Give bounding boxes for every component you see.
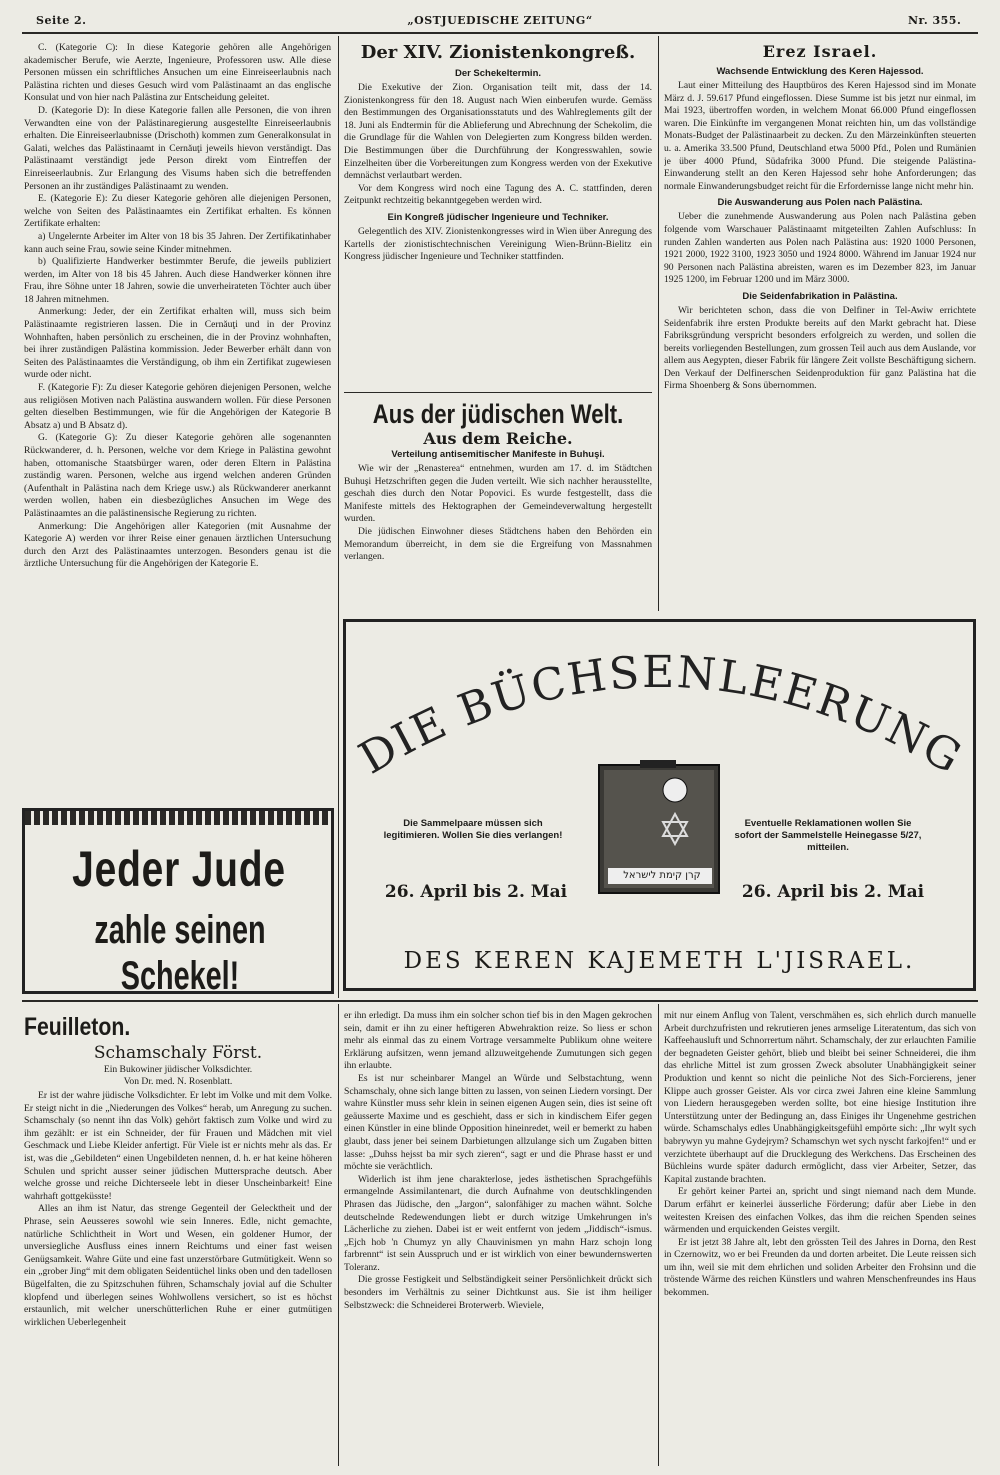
paragraph: Die Exekutive der Zion. Organisation teilt mit, dass der 14. Zionistenkongress für den 18. August nach Wien einberufen wurde. Gemäss den Bestimmungen des Organisationsstatuts und des Wahlreglements gilt der 18. Juni als Endtermin für die Ablieferung und Abrechnung der Schekolim, die die Grundlage für die Wahlen von Delegierten zum Kongress bilden werden. Die Bestimmungen über die Durchführung der Kongresswahlen, sowie Einzelheiten über die Vorbereitungen zum Kongress werden von der Exekutive demnächst verlautbart werden. — [344, 82, 652, 182]
paragraph: Er gehört keiner Partei an, spricht und singt niemand nach dem Munde. Darum erfährt er keinerlei äusserliche Förderung; dafür aber Liebe in den weitesten Kreisen des einfachen Volkes, das ihm die reichen Spenden seines wärmenden und erquickenden Geistes vergilt. — [664, 1186, 976, 1236]
section-rule — [22, 1000, 978, 1002]
kongress-subheading-2: Ein Kongreß jüdischer Ingenieure und Techniker. — [387, 211, 609, 223]
kongress-subheading: Der Schekeltermin. — [454, 68, 542, 79]
category-article — [24, 42, 331, 804]
paragraph: Gelegentlich des XIV. Zionistenkongresses wird in Wien über Anregung des Kartells der zionistischtechnischen Vereinigung Wien-Brünn-Bielitz ein Kongress jüdischer Ingenieure und Techniker stattfinden. — [344, 225, 652, 263]
kkl-footer: DES KEREN KAJEMETH L'JISRAEL. — [403, 948, 916, 974]
erez-subheading: Wachsende Entwicklung des Keren Hajessod. — [716, 66, 924, 77]
header-rule — [22, 32, 978, 34]
paragraph: Anmerkung: Jeder, der ein Zertifikat erhalten will, muss sich beim Palästinaamte registrieren lassen. Die in Cernăuţi und in der Provinz Wohnhaften, haben persönlich zu erscheinen, die in der Provinz wohnhaften, bei ihrer zuständigen Palästina kommission. Jeder Bewerber erhält dann von Seiten des Palästinaamtes die Verständigung, ob ihm ein Zertifikat zugewiesen wurde oder nicht. — [24, 306, 331, 381]
paragraph: E. (Kategorie E): Zu dieser Kategorie gehören alle diejenigen Personen, welche von Seiten des Palästinaamtes ein Zertifikat erhalten. Es können Zertifikate erhalten: — [24, 193, 331, 230]
column-rule — [658, 1004, 659, 1466]
welt-subtitle: Aus dem Reiche. — [423, 429, 573, 448]
paragraph: Ueber die zunehmende Auswanderung aus Polen nach Palästina geben folgende vom Warschauer Palästinaamt mitgeteilten Zahlen Aufschluss: In runden Zahlen wanderten aus Polen nach Palästina aus: 1920 1000 Personen, 1921 2000, 1922 3100, 1923 3050 und 1924 8000. Während im Januar 1924 nur 90 Personen nach Palästina abreisten, waren es im Dezember 823, im Januar 1925 1200, im Februar 1200 und im März 3000. — [664, 211, 976, 286]
paragraph: a) Ungelernte Arbeiter im Alter von 18 bis 35 Jahren. Der Zertifikatinhaber kann auch seine Frau, sowie seine Kinder mitnehmen. — [24, 230, 331, 255]
paragraph: Widerlich ist ihm jene charakterlose, jedes ästhetischen Sprachgefühls ermangelnde Assimilantenart, die durch Aufnahme von deutschklingenden Phrasen das Jüdische, den „Jargon“, salonfähiger zu machen wähnt. Solche deutschelnde Redewendungen liebt er durch witzige Umkehrungen in's Lächerliche zu ziehen. Dabei ist er weit entfernt von jedem „Jiddisch“-ismus. „Ejch hob 'n Chumyz yn ally Chauvinismen yn mahn Harz schojn long farbrennt“ ist sein Ausspruch und er ist wirklich von einer bewundernswerten Toleranz. — [344, 1173, 652, 1273]
kkl-advertisement — [343, 619, 976, 991]
paragraph: D. (Kategorie D): In diese Kategorie fallen alle Personen, die von ihren Verwandten eine von der Palästinaregierung ausgestellte Einreiseerlaubnis erhalten. Die Einreiseerlaubnisse (Drischoth) kommen zum Generalkonsulat in Galati, welches das Palästinaamt in Cernăuţi jeweils hievon verständigt. Das Palästinaamt verständigt jede Person direkt vom Eintreffen der Einreiseerlaubnis. Zur Erlangung des Visums haben sich die betreffenden Personen an ihr zuständiges Palästinaamt zu wenden. — [24, 104, 331, 192]
feuilleton-subtitle: Schamschaly Först. — [93, 1043, 263, 1063]
welt-subheading: Verteilung antisemitischer Manifeste in Buhuşi. — [391, 449, 605, 460]
column-rule — [338, 1004, 339, 1466]
paragraph: F. (Kategorie F): Zu dieser Kategorie gehören diejenigen Personen, welche aus religiösen Motiven nach Palästina auswandern wollen. Für diese Personen gelten dieselben Bestimmungen, wie für die Angehörigen der Kategorie B Absatz a) und B Absatz d). — [24, 382, 331, 431]
schekel-headline: Jeder Jude — [72, 841, 286, 897]
erez-subheading-3: Die Seidenfabrikation in Palästina. — [742, 290, 898, 302]
column-rule — [338, 36, 339, 998]
kongress-article — [344, 42, 652, 387]
feuilleton-author: Von Dr. med. N. Rosenblatt. — [123, 1076, 233, 1087]
paragraph: mit nur einem Anflug von Talent, verschmähen es, sich ehrlich durch manuelle Arbeit durchzufristen und rekrutieren jenes armselige Literatentum, das sich von Kaffeehausluft und Schnorrertum nährt. Schamschaly, der zur erlauchten Familie der begnadeten Geister gehört, blieb und bleibt bei seiner Schneiderei, die ihm das ehrliche Mittel ist zum grossen Zweck absoluter Unabhängigkeit seiner Produktion und kennt so nicht die peinliche Not des Sich-Forcierens, jener Klippe auch grosser Geister. Als vor circa zwei Jahren eine kleine Sammlung von Liedern herausgegeben werden sollte, bot eine hiesige Institution ihre Unterstützung unter der Bedingung an, dass Einiges ihr Ungenehme gestrichen würde. Schamschalys edles Unabhängigkeitsgefühl empörte sich: „Ihr wylt sych babrywyn yu mahne Gydejrym? Schamschyn wet sych nyscht farkojfen!“ und er verzichtete überhaupt auf die Drucklegung des Werkchens. Das Erscheinen des Büchleins wurde später dadurch ermöglicht, dass vier Arbeiter, Setzer, das Kapital zustande brachten. — [664, 1010, 976, 1185]
paragraph: Er ist jetzt 38 Jahre alt, lebt den grössten Teil des Jahres in Dorna, den Rest in Czernowitz, wo er bei Freunden da und dorten arbeitet. Die Leute reissen sich um ihn, weil sie mit dem ehrlichen und soliden Arbeiter den Frohsinn und die tröstende Wärme des reichen Künstlers und wahren Menschenfreundes ins Haus bekommen. — [664, 1236, 976, 1299]
page-number: Seite 2. — [36, 14, 87, 27]
welt-article — [344, 398, 652, 608]
column-rule — [658, 36, 659, 611]
paragraph: Vor dem Kongress wird noch eine Tagung des A. C. stattfinden, deren Zeitpunkt rechtzeitig bekanntgegeben werden wird. — [344, 182, 652, 207]
newspaper-title: „OSTJUEDISCHE ZEITUNG“ — [407, 14, 593, 27]
feuilleton-col-2 — [344, 1010, 652, 1466]
date-right: 26. April bis 2. Mai — [741, 882, 925, 902]
erez-article — [664, 42, 976, 608]
feuilleton-byline: Ein Bukowiner jüdischer Volksdichter. — [103, 1064, 253, 1075]
article-rule — [344, 392, 652, 393]
paragraph: b) Qualifizierte Handwerker bestimmter Berufe, die jeweils publiziert werden, im Alter von 18 bis 45 Jahren. Auch diese Handwerker können ihre Frau, ihre Söhne unter 18 Jahren, sowie die unverheirateten Töchter auch über 18 Jahren mitnehmen. — [24, 256, 331, 305]
paragraph: er ihn erledigt. Da muss ihm ein solcher schon tief bis in den Magen gekrochen sein, damit er ihn zu einer heftigeren Abwehraktion reize. So liess er schon mehr als einmal das zu einem Vortrage versammelte Publikum ohne weitere Erklärung aufsitzen, wenn jemand allzuweitgehende Zumutungen sich gegen ihn erlaubte. — [344, 1010, 652, 1072]
kkl-ad-title: DIE BÜCHSENLEERUNG — [350, 646, 972, 785]
paragraph: Er ist der wahre jüdische Volksdichter. Er lebt im Volke und mit dem Volke. Er steigt nicht in die „Niederungen des Volkes“ herab, um Anregung zu suchen. Schamschaly (so nennt ihn das Volk) gehört faktisch zum Volke und wird zu ihm gezählt: er ist ein Schneider, der für Frauen und Mädchen mit viel Geschmack und Liebe Kleider anfertigt. Für Viele ist er nichts mehr als das. Er ist, was die „Gebildeten“ einen Ungebildeten nennen, d. h. er hat keine höheren Schulen und spricht ausser seiner jüdischen Muttersprache deutsch. Aber welche grosse und reiche Dichterseele lebt in dieser Unscheinbarkeit! Eine wahrhaft gottgeküsste! — [24, 1090, 332, 1202]
feuilleton-col-1 — [24, 1012, 332, 1466]
erez-subheading-2: Die Auswanderung aus Polen nach Palästina. — [717, 197, 923, 209]
left-note: Die Sammelpaare müssen sich legitimieren. Wollen Sie dies verlangen! — [383, 818, 563, 841]
paragraph: Die grosse Festigkeit und Selbständigkeit seiner Persönlichkeit drückt sich besonders im Verhältnis zu seiner Dichtkunst aus. Sie ist ihm heiliger Selbstzweck: die Schneiderei Broterwerb. Wieviele, — [344, 1274, 652, 1311]
paragraph: Laut einer Mitteilung des Hauptbüros des Keren Hajessod sind im Monate März d. J. 59.617 Pfund eingeflossen. Diese Summe ist bis jetzt nur einmal, im Mai 1923, übertroffen worden, in welchem Monat 66.000 Pfund eingeflossen waren. Die Einkünfte im vergangenen Monat reichten hin, um das vollständige Monats-Budget der Palästinaarbeit zu decken. Zu den Märzeinkünften steuerten u. a. Amerika 33.500 Pfund, Deutschland etwa 5000 Pfd., Polen und Rumänien je über 4000 Pfund, Südafrika 3000 Pfund. Die steigende Palästina-Einwanderung stellt an den Keren Hajessod sehr hohe Anforderungen; das normale Einwanderungsbudget reicht für die Erfordernisse lange nicht mehr hin. — [664, 80, 976, 192]
paragraph: C. (Kategorie C): In diese Kategorie gehören alle Angehörigen akademischer Berufe, wie Aerzte, Ingenieure, Professoren usw. Alle diese Personen müssen ein schriftliches Ansuchen um eine Einreiseerlaubnis nach Palästina richten und dieses Gesuch wird vom Palästinaamt an das englische Konsulat und von hier nach Palästina zur Entscheidung geleitet. — [24, 42, 331, 104]
paragraph: G. (Kategorie G): Zu dieser Kategorie gehören alle sogenannten Rückwanderer, d. h. Personen, welche vor dem Kriege in Palästina gewohnt haben, ottomanische Staatsbürger waren, oder deren Eltern in Palästina zuständig waren. Personen, welche aus irgend welchen anderen Gründen (Aufenthalt in Palästina nach dem Kriege usw.) als Rückwanderer anerkannt werden wollen, haben ein diesbezügliches Ansuchen im Wege des Palästinaamtes an die palästinensische Regierung zu richten. — [24, 432, 331, 519]
erez-title: Erez Israel. — [762, 42, 878, 61]
paragraph: Wie wir der „Renasterea“ entnehmen, wurden am 17. d. im Städtchen Buhuşi Hetzschriften gegen die Juden verteilt. Wie sich nachher herausstellte, geschah dies durch den Notar Popovici. Es wurde festgestellt, dass die Manifeste mittels des Hektographen der Gemeindeverwaltung hergestellt wurden. — [344, 463, 652, 525]
feuilleton-title: Feuilleton. — [24, 1013, 131, 1041]
kkl-ad-graphic — [346, 622, 973, 988]
schekel-slogan: zahle seinen Schekel! — [94, 908, 266, 998]
paragraph: Alles an ihm ist Natur, das strenge Gegenteil der Gelecktheit und der Phrase, sein Aeusseres sowohl wie sein Inneres. Edle, nicht gemachte, natürliche Schlichtheit in Wort und Wesen, ein goldener Humor, der unversiegliche Ausfluss eines innern Reichtums und einer fast weisen Genügsamkeit. Wahre Güte und eine fast unzerstörbare Gutmütigkeit. Wenn so ein „grober Jing“ mit dem obligaten Seidentüchel links oben und den tadellosen Bügelfalten, die zu Spitzschuhen führen, Schamschaly jovial auf die Schulter klopfend und überlegen seines Wohlwollens versichert, so ist es höchst erstaunlich, mit welcher unerschütterlichen Ruhe er einer gutmütigen wirklichen Ueberlegenheit — [24, 1203, 332, 1328]
paragraph: Anmerkung: Die Angehörigen aller Kategorien (mit Ausnahme der Kategorie A) werden vor ihrer Reise einer genauen ärztlichen Untersuchung durch den Arzt des Palästinaamtes unterzogen. Besonders genau ist die ärztliche Untersuchung für die Angehörigen der Kategorie E. — [24, 520, 331, 570]
kongress-title: Der XIV. Zionistenkongreß. — [360, 42, 636, 63]
date-left: 26. April bis 2. Mai — [384, 882, 568, 902]
schekel-advertisement — [22, 808, 334, 998]
welt-title: Aus der jüdischen Welt. — [372, 399, 624, 429]
paragraph: Wir berichteten schon, dass die von Delfiner in Tel-Awiw errichtete Seidenfabrik ihre ersten Produkte bereits auf den Markt gebracht hat. Diese Fabriksgründung verspricht besonders erfolgreich zu werden, und sollen die bereits vorliegenden Bestellungen, zum grossen Teil auch aus dem Auslande, vor allem aus Aegypten, dieser Fabrik für längere Zeit vollste Beschäftigung sichern. Den Verkauf der Delfinerschen Seidenproduktion für ganz Palästina hat die Firma Shoenberg & Sons übernommen. — [664, 304, 976, 392]
feuilleton-col-3 — [664, 1010, 976, 1466]
right-note: Eventuelle Reklamationen wollen Sie sofort der Sammelstelle Heinegasse 5/27, mitteilen. — [734, 818, 922, 853]
paragraph: Die jüdischen Einwohner dieses Städtchens haben den Behörden ein Memorandum überreicht, in dem sie die Ergreifung von Massnahmen verlangen. — [344, 525, 652, 563]
box-label: קרן קימת לישראל — [623, 870, 701, 881]
paragraph: Es ist nur scheinbarer Mangel an Würde und Selbstachtung, wenn Schamschaly, ohne sich lange bitten zu lassen, von seinen Liedern vorsingt. Der wahre Künstler muss sehr klein in seinen eigenen Augen sein, dies ist seine oft geäusserte Maxime und es geschieht, dass er sich in kindischem Eifer gegen einen Künstler in eine blinde Opposition hineinredet, weil er bemerkt zu haben glaubt, dass jener bei seinem Darbietungen allzulange sich um Zugaben bitten lasse: „Duhss hejsst ba mir sych zieren“, sagt er und die Phrase hasst er und möchte sie verächtlich. — [344, 1072, 652, 1173]
ad-border-pattern — [25, 811, 331, 825]
issue-number: Nr. 355. — [908, 14, 962, 27]
